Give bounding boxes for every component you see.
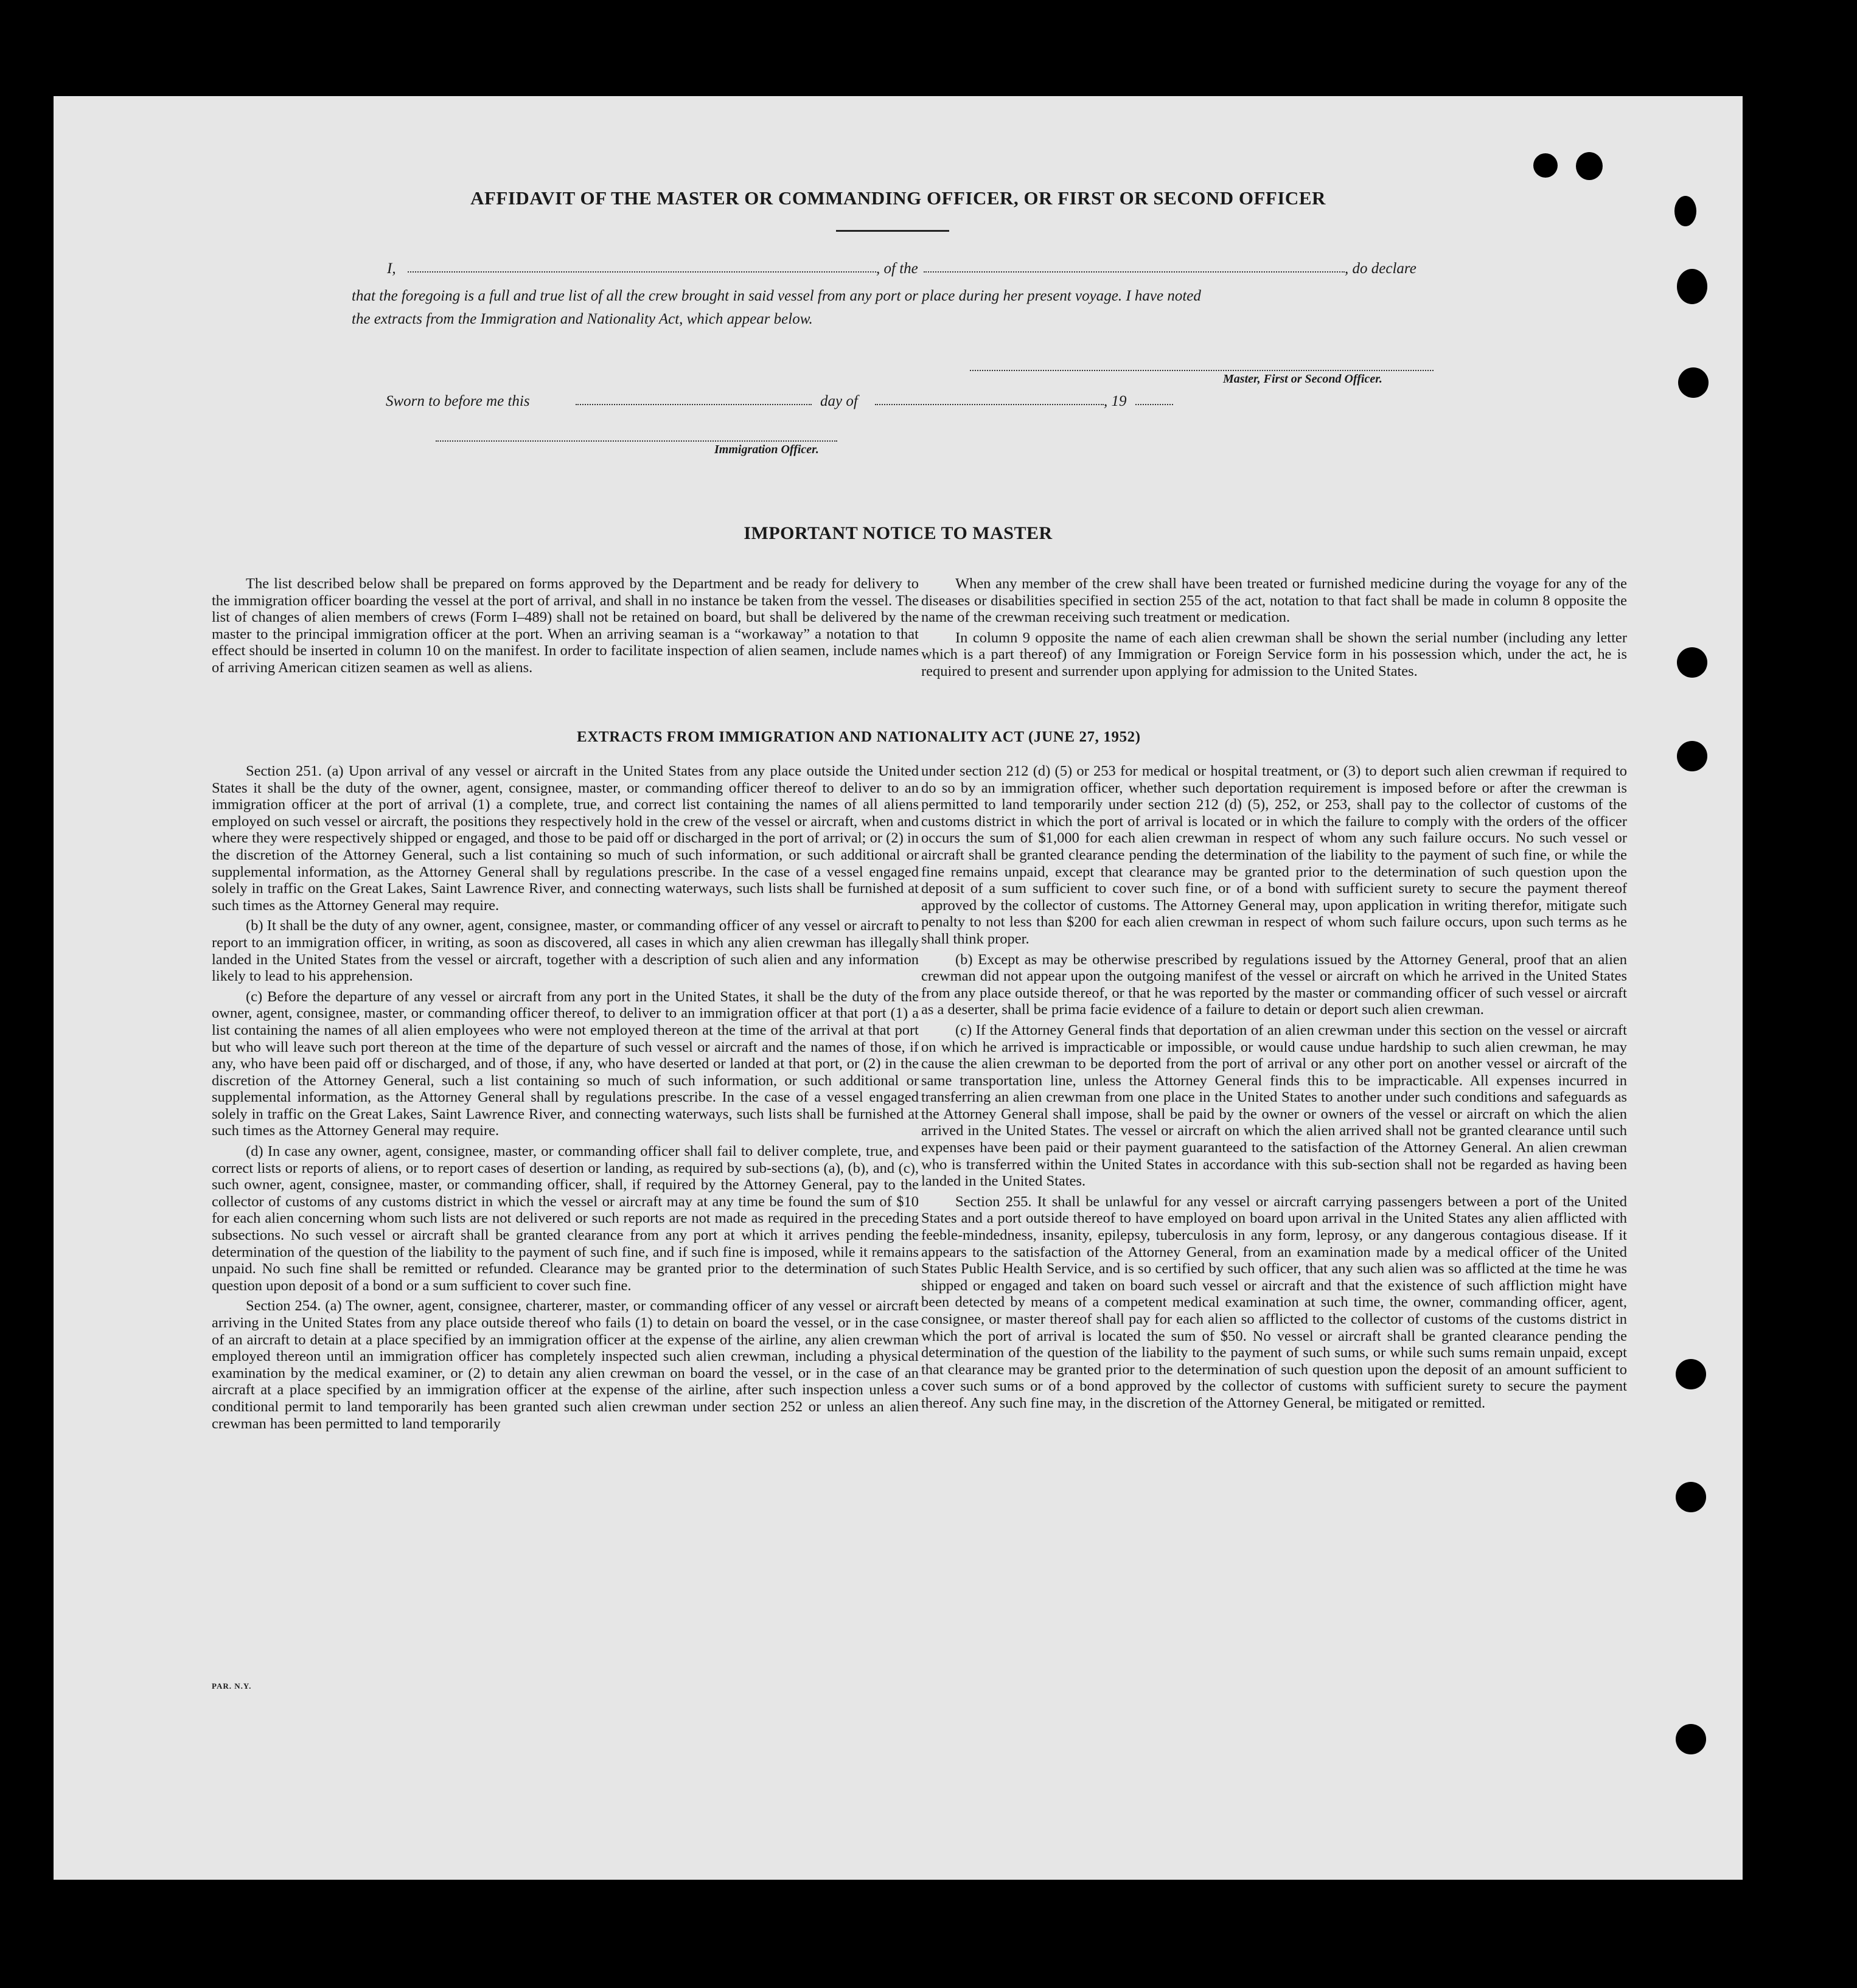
statement-line-1: that the foregoing is a full and true list of all the crew brought in said vessel from any port or place during her present voyage. I have noted [352,288,1201,304]
extract-paragraph: (b) Except as may be otherwise prescribed by regulations issued by the Attorney General, proof that an alien crewman did not appear upon the outgoing manifest of the vessel or aircraft on which he arrived in the United States from any place outside thereof, or that he was reported by the master or commanding officer of such vessel or aircraft as a deserter, shall be prima facie evidence of a failure to detain or deport such alien crewman. [921,951,1627,1018]
extracts-title: EXTRACTS FROM IMMIGRATION AND NATIONALITY ACT (JUNE 27, 1952) [577,729,1141,745]
binder-hole [1676,1482,1706,1512]
name-field[interactable] [408,271,876,273]
vessel-field[interactable] [924,271,1345,273]
extract-paragraph: (d) In case any owner, agent, consignee, master, or commanding officer shall fail to deliver complete, true, and correct lists or reports of aliens, or to report cases of desertion or landing, as required by sub-sections (a), (b), and (c), such owner, agent, consignee, master, or commanding officer, shall, if required by the Attorney General, pay to the collector of customs of any customs district in which the vessel or aircraft may at any time be found the sum of $10 for each alien concerning whom such lists are not delivered or such reports are not made as required in the preceding subsections. No such vessel or aircraft shall be granted clearance from any port at which it arrives pending the determination of the question of the liability to the payment of such fine, and if such fine is imposed, while it remains unpaid. No such fine shall be remitted or refunded. Clearance may be granted prior to the determination of such question upon deposit of a bond or a sum sufficient to cover such fine. [212,1143,919,1294]
binder-hole [1677,269,1707,304]
master-signature-line[interactable] [970,370,1434,371]
notice-left-paragraph: The list described below shall be prepared on forms approved by the Department and be ready for delivery to the immigration officer boarding the vessel at the port of arrival, and shall in no instance be taken from the vessel. The list of changes of alien members of crews (Form I–489) shall not be retained on board, but shall be delivered by the master to the principal immigration officer at the port. When an arriving seaman is a “workaway” a notation to that effect should be inserted in column 10 on the manifest. In order to facilitate inspection of alien seamen, include names of arriving American citizen seamen as well as aliens. [212,575,919,676]
officer-signature-label: Immigration Officer. [714,443,819,456]
extract-paragraph: Section 251. (a) Upon arrival of any vessel or aircraft in the United States from any place outside the United States it shall be the duty of the owner, agent, consignee, master, or commanding officer thereof to deliver to an immigration officer at the port of arrival (1) a complete, true, and correct list containing the names of all aliens employed on such vessel or aircraft, the positions they respectively hold in the crew of the vessel or aircraft, when and where they were respectively shipped or engaged, and those to be paid off or discharged in the port of arrival; or (2) in the discretion of the Attorney General, such a list containing so much of such information, or such additional or supplemental information, as the Attorney General shall by regulations prescribe. In the case of a vessel engaged solely in traffic on the Great Lakes, Saint Lawrence River, and connecting waterways, such lists shall be furnished at such times as the Attorney General may require. [212,763,919,914]
extract-paragraph: Section 254. (a) The owner, agent, consignee, charterer, master, or commanding officer of any vessel or aircraft arriving in the United States from any place outside thereof who fails (1) to detain on board the vessel, or in the case of an aircraft to detain at a place specified by an immigration officer at the expense of the airline, any alien crewman employed thereon until an immigration officer has completely inspected such alien crewman, including a physical examination by the medical examiner, or (2) to detain any alien crewman on board the vessel, or in the case of an aircraft at a place specified by an immigration officer at the expense of the airline, after such inspection unless a conditional permit to land temporarily has been granted such alien crewman under section 252 or unless an alien crewman has been permitted to land temporarily [212,1298,919,1432]
day-of-label: day of [820,393,858,409]
extracts-left-column [212,763,919,1436]
notice-right-paragraph-1: When any member of the crew shall have been treated or furnished medicine during the voyage for any of the diseases or disabilities specified in section 255 of the act, notation to that fact shall be made in column 8 opposite the name of the crewman receiving such treatment or medication. [921,575,1627,626]
ink-blot [1576,152,1603,180]
master-signature-label: Master, First or Second Officer. [1223,372,1382,386]
do-declare-label: , do declare [1345,260,1416,277]
document-page [54,96,1743,1880]
binder-hole [1676,1724,1706,1754]
sworn-year-field[interactable] [1135,404,1173,405]
extract-paragraph: under section 212 (d) (5) or 253 for medical or hospital treatment, or (3) to deport such alien crewman if required to do so by an immigration officer, whether such deportation requirement is imposed before or after the crewman is permitted to land temporarily under section 212 (d) (5), 252, or 253, shall pay to the collector of customs of the customs district in which the port of arrival is located or in which the failure to comply with the orders of the officer occurs the sum of $1,000 for each alien crewman in respect of whom any such failure occurs. No such vessel or aircraft shall be granted clearance pending the determination of the liability to the payment of such fine, or while the fine remains unpaid, except that clearance may be granted prior to the determination of such question upon the deposit of a sum sufficient to cover such fine, or of a bond with sufficient surety to secure the payment thereof approved by the collector of customs. The Attorney General may, upon application in writing therefor, mitigate such penalty to not less than $200 for each alien crewman in respect of whom such failure occurs, upon such terms as he shall think proper. [921,763,1627,947]
notice-right-column [921,575,1627,684]
of-the-label: , of the [876,260,918,277]
affidavit-title: AFFIDAVIT OF THE MASTER OR COMMANDING OFFICER, OR FIRST OR SECOND OFFICER [470,187,1326,209]
printer-mark: PAR. N.Y. [212,1681,252,1691]
extract-paragraph: (b) It shall be the duty of any owner, agent, consignee, master, or commanding officer of any vessel or aircraft to report to an immigration officer, in writing, as soon as discovered, all cases in which any alien crewman has illegally landed in the United States from the vessel or aircraft, together with a description of such alien and any information likely to lead to his apprehension. [212,917,919,985]
statement-line-2: the extracts from the Immigration and Nationality Act, which appear below. [352,311,813,327]
i-label: I, [387,260,396,277]
binder-hole [1677,741,1707,771]
notice-title: IMPORTANT NOTICE TO MASTER [744,523,1053,543]
extract-paragraph: (c) If the Attorney General finds that deportation of an alien crewman under this section on the vessel or aircraft on which he arrived is impracticable or impossible, or would cause undue hardship to such alien crewman, he may cause the alien crewman to be deported from the port of arrival or any other port on another vessel or aircraft of the same transportation line, unless the Attorney General finds this to be impracticable. All expenses incurred in transferring an alien crewman from one place in the United States to another under such conditions and safeguards as the Attorney General shall impose, shall be paid by the owner or owners of the vessel or aircraft on which the alien arrived in the United States. The vessel or aircraft on which the alien arrived shall not be granted clearance until such expenses have been paid or their payment guaranteed to the satisfaction of the Attorney General. An alien crewman who is transferred within the United States in accordance with this sub-section shall not be regarded as having been landed in the United States. [921,1021,1627,1190]
binder-hole [1677,647,1707,678]
notice-right-paragraph-2: In column 9 opposite the name of each alien crewman shall be shown the serial number (including any letter which is a part thereof) of any Immigration or Foreign Service form in his possession which, under the act, he is required to present and surrender upon applying for admission to the United States. [921,629,1627,679]
year-label: , 19 [1104,393,1127,409]
sworn-day-field[interactable] [576,404,812,405]
ink-blot [1533,153,1558,178]
sworn-label: Sworn to before me this [386,393,530,409]
extract-paragraph: (c) Before the departure of any vessel or aircraft from any port in the United States, it shall be the duty of the owner, agent, consignee, master, or commanding officer thereof, to deliver to an immigration officer at that port (1) a list containing the names of all alien employees who were not employed thereon at the time of the arrival at that port but who will leave such port thereon at the time of the departure of such vessel or aircraft and the names of those, if any, who have been paid off or discharged, and of those, if any, who have deserted or landed at that port, or (2) in the discretion of the Attorney General, such a list containing so much of such information, or such additional or supplemental information, as the Attorney General shall by regulations prescribe. In the case of a vessel engaged solely in traffic on the Great Lakes, Saint Lawrence River, and connecting waterways, such lists shall be furnished at such times as the Attorney General may require. [212,988,919,1139]
extracts-right-column [921,763,1627,1416]
title-underline [836,230,949,232]
extract-paragraph: Section 255. It shall be unlawful for any vessel or aircraft carrying passengers between a port of the United States and a port outside thereof to have employed on board upon arrival in the United States any alien afflicted with feeble-mindedness, insanity, epilepsy, tuberculosis in any form, leprosy, or any dangerous contagious disease. If it appears to the satisfaction of the Attorney General, from an examination made by a medical officer of the United States Public Health Service, and is so certified by such officer, that any such alien was so afflicted at the time he was shipped or engaged and taken on board such vessel or aircraft and that the existence of such affliction might have been detected by means of a competent medical examination at such time, the owner, commanding officer, agent, consignee, or master thereof shall pay for each alien so afflicted to the collector of customs of the customs district in which the port of arrival is located the sum of $50. No vessel or aircraft shall be granted clearance pending the determination of the question of the liability to the payment of such sums, or while such sums remain unpaid, except that clearance may be granted prior to the determination of such question upon the deposit of an amount sufficient to cover such sums or of a bond approved by the collector of customs with sufficient surety to secure the payment thereof. Any such fine may, in the discretion of the Attorney General, be mitigated or remitted. [921,1193,1627,1411]
sworn-month-field[interactable] [875,404,1104,405]
binder-hole [1678,367,1709,398]
binder-hole [1676,1359,1706,1389]
officer-signature-line[interactable] [436,440,837,442]
binder-hole [1674,196,1696,226]
notice-left-column [212,575,919,680]
